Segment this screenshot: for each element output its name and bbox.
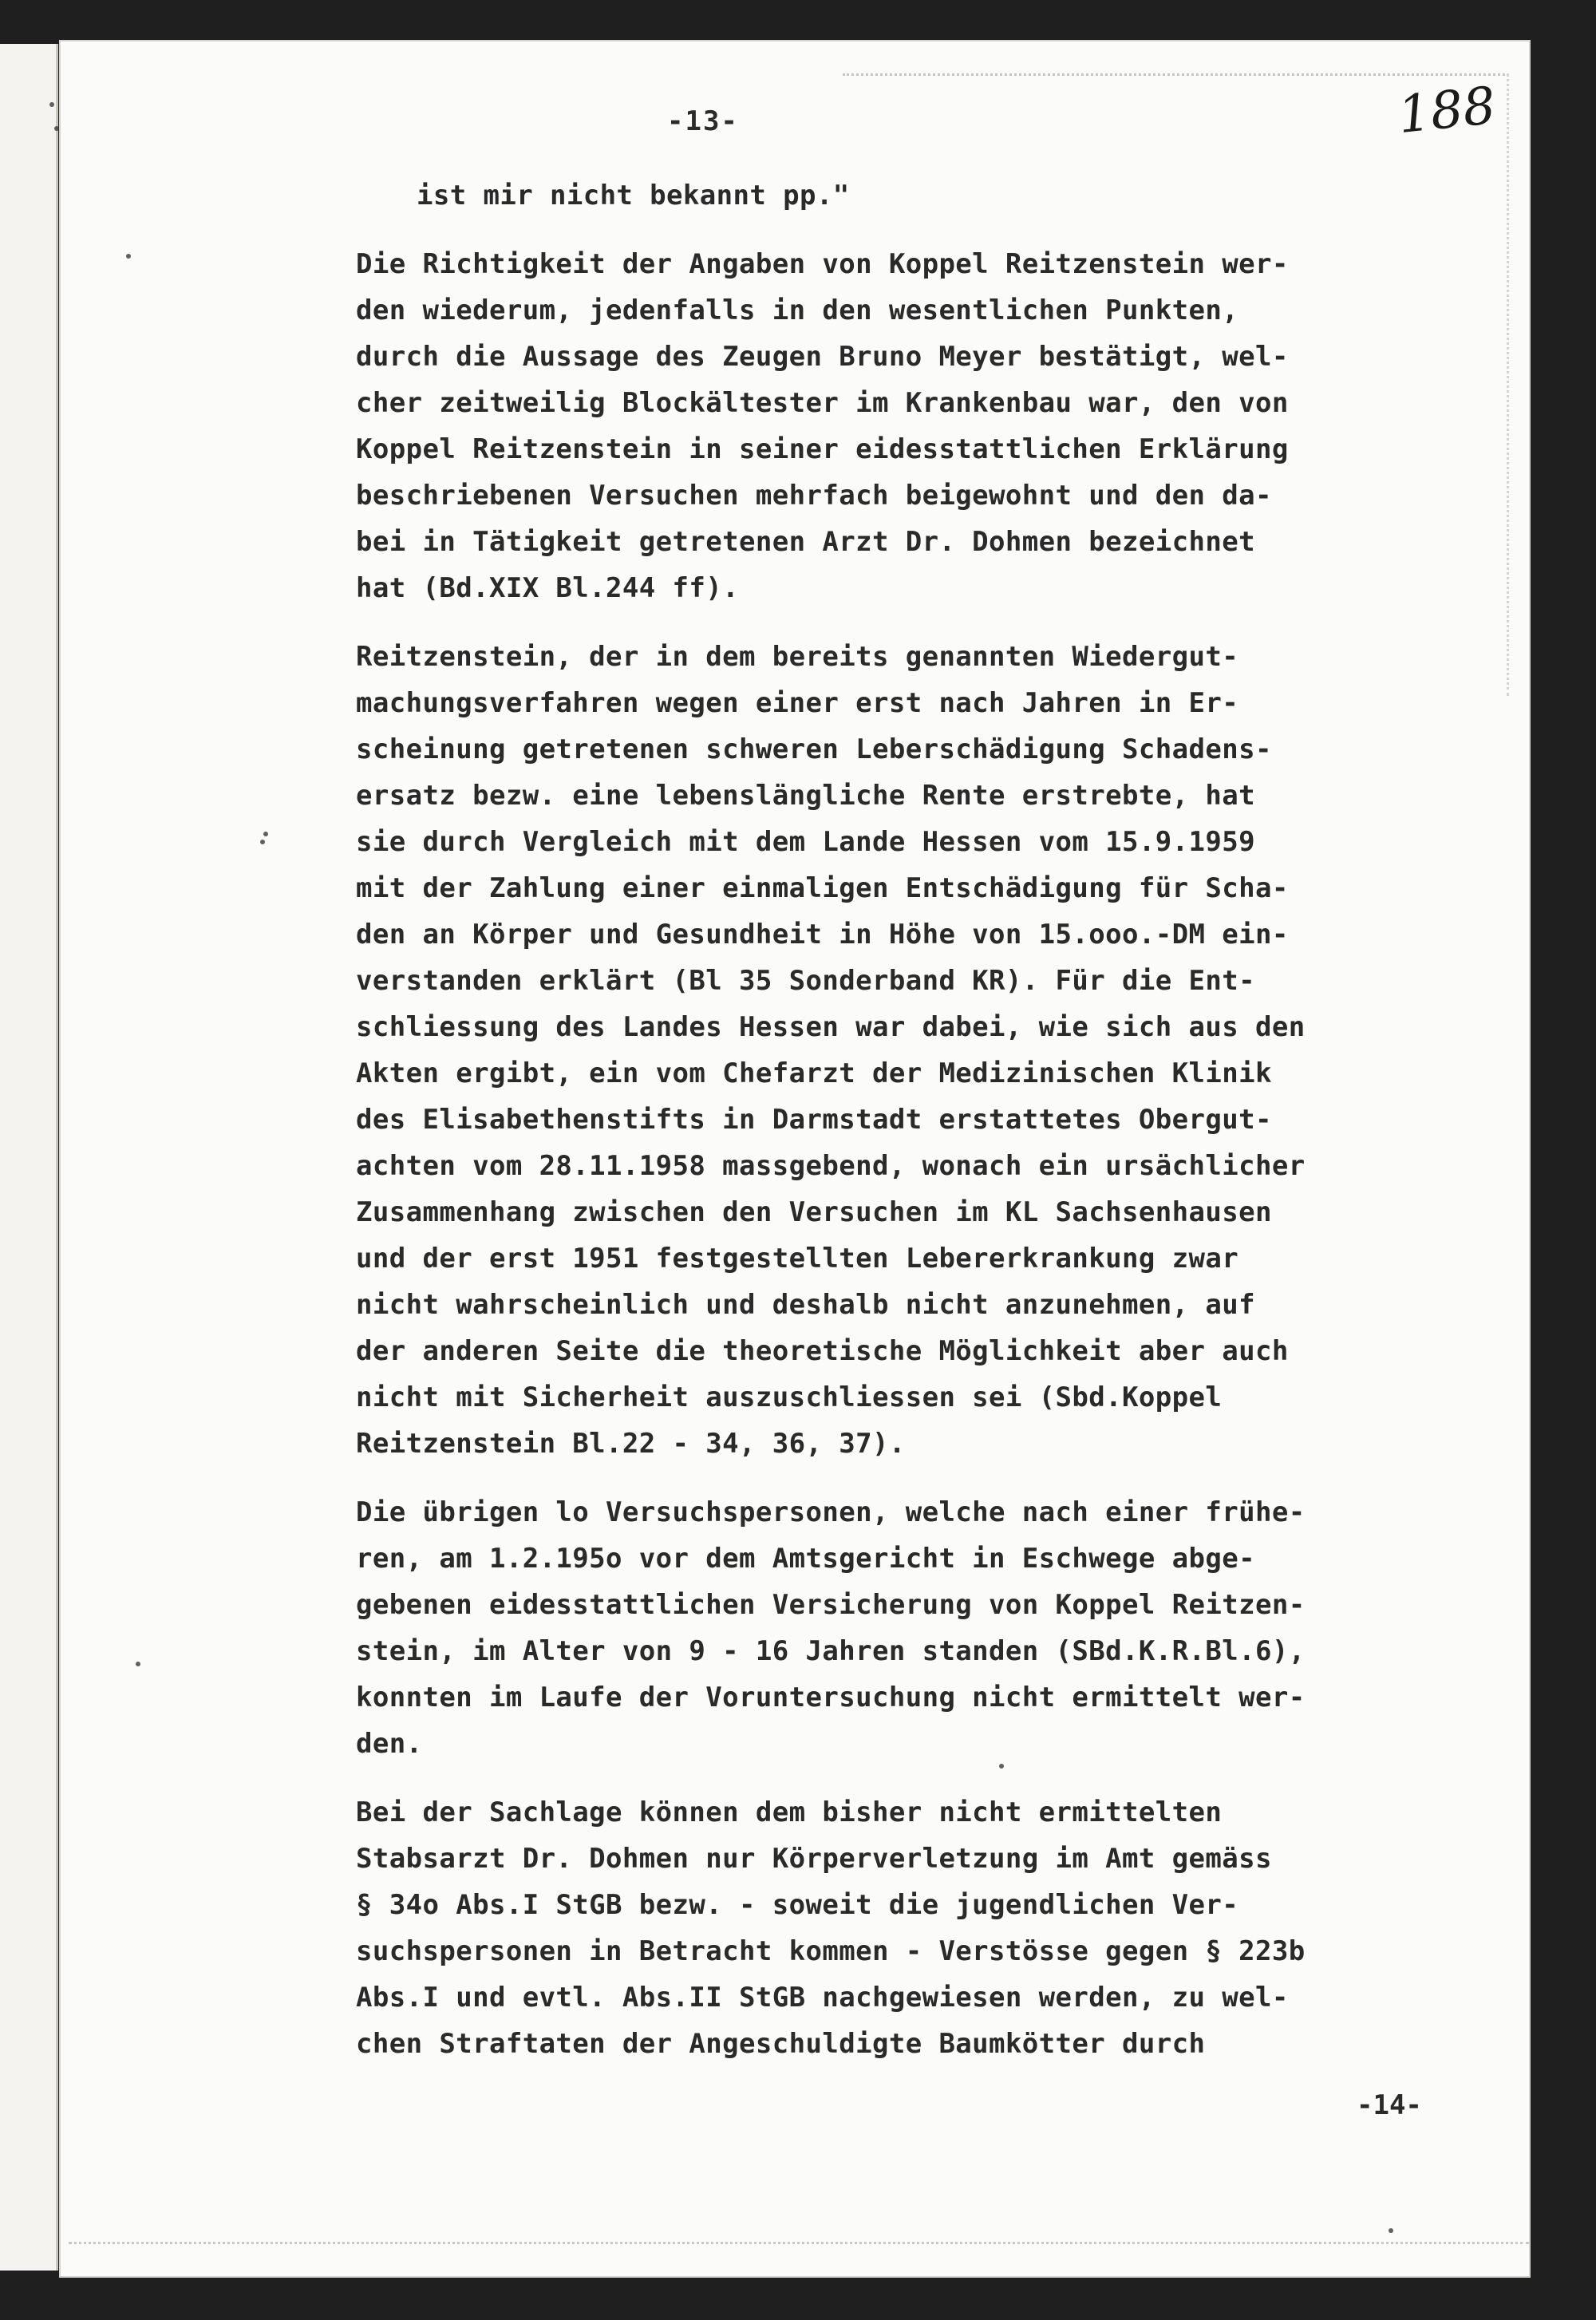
- page-right-edge: [1507, 73, 1509, 696]
- text-line: Abs.I und evtl. Abs.II StGB nachgewiesen werden, zu wel-: [356, 1982, 1289, 2014]
- text-line: ist mir nicht bekannt pp.": [417, 180, 850, 211]
- text-line: schliessung des Landes Hessen war dabei, wie sich aus den: [356, 1011, 1306, 1043]
- text-line: Akten ergibt, ein vom Chefarzt der Medizinischen Klinik: [356, 1057, 1272, 1089]
- catchword-next-page: -14-: [1357, 2089, 1422, 2121]
- scan-speck: [1389, 2228, 1393, 2233]
- text-line: konnten im Laufe der Voruntersuchung nicht ermittelt wer-: [356, 1682, 1306, 1713]
- text-line: ersatz bezw. eine lebenslängliche Rente erstrebte, hat: [356, 780, 1255, 812]
- text-line: achten vom 28.11.1958 massgebend, wonach ein ursächlicher: [356, 1150, 1306, 1182]
- text-line: Stabsarzt Dr. Dohmen nur Körperverletzung im Amt gemäss: [356, 1843, 1272, 1875]
- text-line: bei in Tätigkeit getretenen Arzt Dr. Dohmen bezeichnet: [356, 526, 1255, 558]
- scan-speck: [999, 1764, 1004, 1769]
- text-line: Zusammenhang zwischen den Versuchen im KL Sachsenhausen: [356, 1196, 1272, 1228]
- text-line: Reitzenstein, der in dem bereits genannten Wiedergut-: [356, 641, 1239, 673]
- text-line: chen Straftaten der Angeschuldigte Baumkötter durch: [356, 2028, 1206, 2060]
- text-line: § 34o Abs.I StGB bezw. - soweit die jugendlichen Ver-: [356, 1889, 1239, 1921]
- page-bottom-edge: [69, 2242, 1529, 2244]
- scan-speck: [263, 832, 268, 836]
- text-line: und der erst 1951 festgestellten Lebererkrankung zwar: [356, 1243, 1239, 1275]
- text-line: Reitzenstein Bl.22 - 34, 36, 37).: [356, 1428, 906, 1460]
- text-line: den an Körper und Gesundheit in Höhe von 15.ooo.-DM ein-: [356, 919, 1289, 951]
- text-line: Koppel Reitzenstein in seiner eidesstattlichen Erklärung: [356, 433, 1289, 465]
- scan-speck: [49, 102, 54, 107]
- text-line: mit der Zahlung einer einmaligen Entschädigung für Scha-: [356, 872, 1289, 904]
- paragraph-gap: [356, 611, 1465, 634]
- text-line: den wiederum, jedenfalls in den wesentlichen Punkten,: [356, 294, 1239, 326]
- text-line: des Elisabethenstifts in Darmstadt erstattetes Obergut-: [356, 1104, 1272, 1136]
- text-line: stein, im Alter von 9 - 16 Jahren standen (SBd.K.R.Bl.6),: [356, 1635, 1306, 1667]
- scan-speck: [126, 254, 131, 259]
- text-line: scheinung getretenen schweren Leberschädigung Schadens-: [356, 733, 1272, 765]
- text-line: Die Richtigkeit der Angaben von Koppel Reitzenstein wer-: [356, 248, 1289, 280]
- text-line: gebenen eidesstattlichen Versicherung von Koppel Reitzen-: [356, 1589, 1306, 1621]
- document-body: [356, 172, 1465, 2067]
- paragraph-gap: [356, 1767, 1465, 1789]
- paragraph-gap: [356, 219, 1465, 241]
- text-line: sie durch Vergleich mit dem Lande Hessen vom 15.9.1959: [356, 826, 1255, 858]
- scan-speck: [136, 1662, 140, 1666]
- text-line: machungsverfahren wegen einer erst nach Jahren in Er-: [356, 687, 1239, 719]
- text-line: nicht wahrscheinlich und deshalb nicht anzunehmen, auf: [356, 1289, 1255, 1321]
- text-line: durch die Aussage des Zeugen Bruno Meyer bestätigt, wel-: [356, 341, 1289, 373]
- text-line: Bei der Sachlage können dem bisher nicht ermittelten: [356, 1796, 1223, 1828]
- previous-page-edge: [0, 44, 58, 2271]
- text-line: nicht mit Sicherheit auszuschliessen sei (Sbd.Koppel: [356, 1381, 1223, 1413]
- text-line: suchspersonen in Betracht kommen - Verstösse gegen § 223b: [356, 1935, 1306, 1967]
- scan-speck: [260, 840, 265, 844]
- text-line: hat (Bd.XIX Bl.244 ff).: [356, 572, 740, 604]
- text-line: beschriebenen Versuchen mehrfach beigewohnt und den da-: [356, 480, 1272, 512]
- scan-speck: [54, 126, 59, 131]
- handwritten-folio-number: 188: [1395, 76, 1499, 146]
- text-line: verstanden erklärt (Bl 35 Sonderband KR). Für die Ent-: [356, 965, 1255, 997]
- text-line: der anderen Seite die theoretische Möglichkeit aber auch: [356, 1335, 1289, 1367]
- paragraph-gap: [356, 1467, 1465, 1489]
- text-line: ren, am 1.2.195o vor dem Amtsgericht in Eschwege abge-: [356, 1543, 1255, 1575]
- page-top-edge: [843, 73, 1505, 76]
- page-number: -13-: [667, 105, 739, 137]
- text-line: Die übrigen lo Versuchspersonen, welche nach einer frühe-: [356, 1496, 1306, 1528]
- text-line: cher zeitweilig Blockältester im Krankenbau war, den von: [356, 387, 1289, 419]
- text-line: den.: [356, 1728, 423, 1760]
